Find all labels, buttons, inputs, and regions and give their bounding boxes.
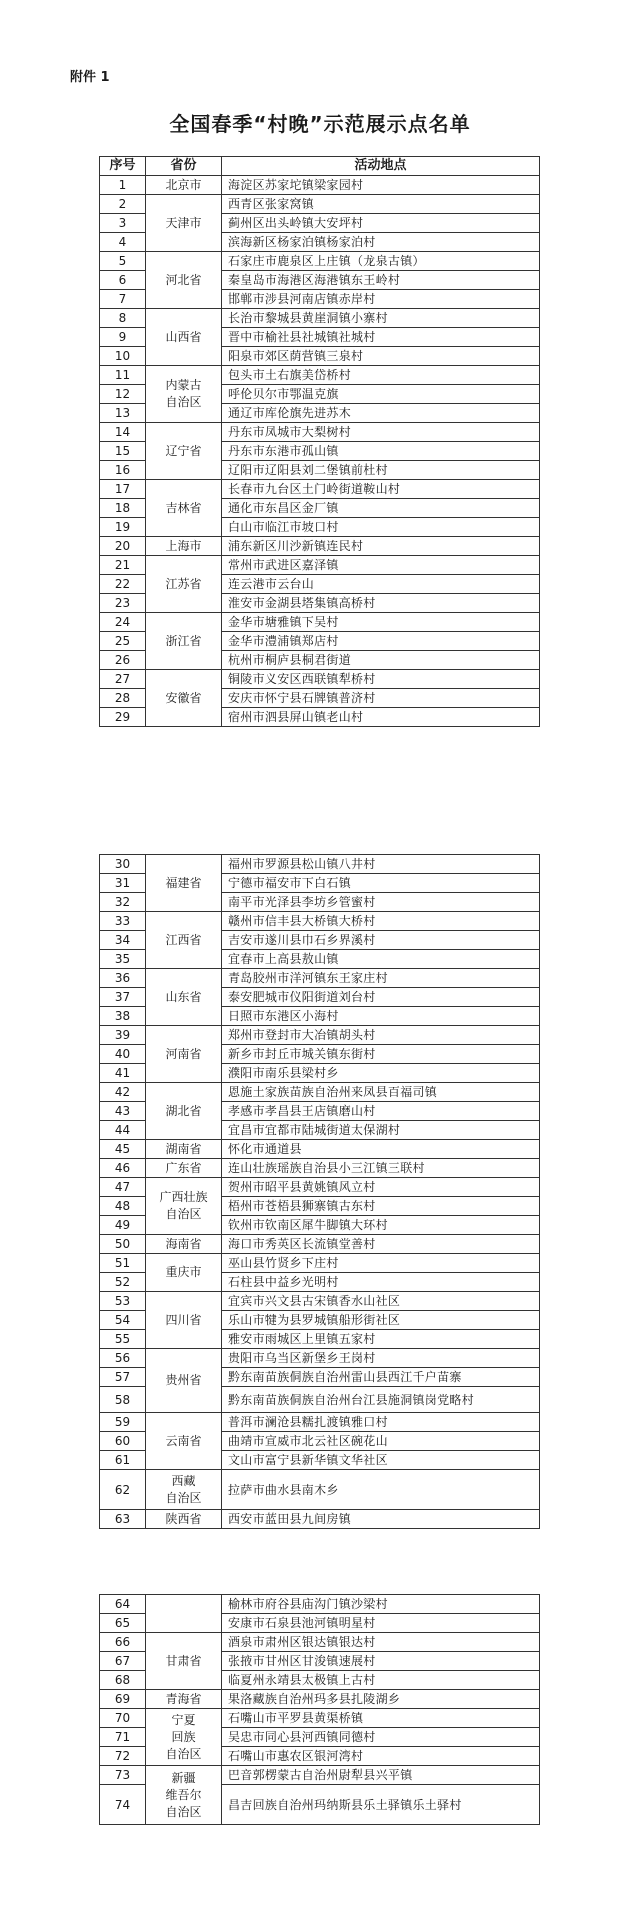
province-cell: 江苏省 — [146, 556, 222, 613]
row-index: 36 — [100, 969, 146, 988]
location-cell: 连山壮族瑶族自治县小三江镇三联村 — [222, 1159, 540, 1178]
row-index: 37 — [100, 988, 146, 1007]
row-index: 69 — [100, 1690, 146, 1709]
table-row — [100, 480, 540, 499]
location-cell: 贵阳市乌当区新堡乡王岗村 — [222, 1349, 540, 1368]
row-index: 26 — [100, 651, 146, 670]
table-row — [100, 613, 540, 632]
location-cell: 钦州市钦南区犀牛脚镇大环村 — [222, 1216, 540, 1235]
province-line: 维吾尔 — [165, 1787, 202, 1802]
row-index: 5 — [100, 252, 146, 271]
row-index: 73 — [100, 1766, 146, 1785]
row-index: 1 — [100, 176, 146, 195]
row-index: 27 — [100, 670, 146, 689]
table-row — [100, 1254, 540, 1273]
row-index: 33 — [100, 912, 146, 931]
table-row — [100, 1178, 540, 1197]
row-index: 54 — [100, 1311, 146, 1330]
location-cell: 西安市蓝田县九间房镇 — [222, 1510, 540, 1529]
row-index: 41 — [100, 1064, 146, 1083]
row-index: 30 — [100, 855, 146, 874]
table-row — [100, 423, 540, 442]
province-cell: 北京市 — [146, 176, 222, 195]
location-cell: 张掖市甘州区甘浚镇速展村 — [222, 1652, 540, 1671]
location-cell: 吴忠市同心县河西镇同德村 — [222, 1728, 540, 1747]
province-line: 自治区 — [165, 1490, 202, 1505]
location-cell: 吉安市遂川县巾石乡界溪村 — [222, 931, 540, 950]
location-cell: 曲靖市宣威市北云社区碗花山 — [222, 1432, 540, 1451]
row-index: 24 — [100, 613, 146, 632]
row-index: 49 — [100, 1216, 146, 1235]
location-cell: 恩施土家族苗族自治州来凤县百福司镇 — [222, 1083, 540, 1102]
location-cell: 濮阳市南乐县梁村乡 — [222, 1064, 540, 1083]
province-cell: 河北省 — [146, 252, 222, 309]
location-cell: 黔东南苗族侗族自治州雷山县西江千户苗寨 — [222, 1368, 540, 1387]
location-cell: 杭州市桐庐县桐君街道 — [222, 651, 540, 670]
location-table-part-1 — [99, 156, 540, 727]
row-index: 71 — [100, 1728, 146, 1747]
province-cell: 湖南省 — [146, 1140, 222, 1159]
row-index: 6 — [100, 271, 146, 290]
province-cell: 江西省 — [146, 912, 222, 969]
row-index: 62 — [100, 1470, 146, 1510]
row-index: 70 — [100, 1709, 146, 1728]
province-cell: 海南省 — [146, 1235, 222, 1254]
row-index: 31 — [100, 874, 146, 893]
location-cell: 南平市光泽县李坊乡管蜜村 — [222, 893, 540, 912]
row-index: 47 — [100, 1178, 146, 1197]
location-cell: 泰安肥城市仪阳街道刘台村 — [222, 988, 540, 1007]
table-row — [100, 1766, 540, 1785]
row-index: 63 — [100, 1510, 146, 1529]
province-line: 广西壮族 — [159, 1190, 208, 1204]
location-cell: 石嘴山市惠农区银河湾村 — [222, 1747, 540, 1766]
row-index: 48 — [100, 1197, 146, 1216]
location-cell: 淮安市金湖县塔集镇高桥村 — [222, 594, 540, 613]
row-index: 34 — [100, 931, 146, 950]
row-index: 66 — [100, 1633, 146, 1652]
location-table-part-3 — [99, 1594, 540, 1825]
province-line: 宁夏 — [171, 1712, 196, 1727]
location-cell: 昌吉回族自治州玛纳斯县乐土驿镇乐土驿村 — [222, 1785, 540, 1825]
location-cell: 海口市秀英区长流镇堂善村 — [222, 1235, 540, 1254]
location-cell: 铜陵市义安区西联镇犁桥村 — [222, 670, 540, 689]
table-row — [100, 176, 540, 195]
row-index: 57 — [100, 1368, 146, 1387]
location-cell: 呼伦贝尔市鄂温克旗 — [222, 385, 540, 404]
row-index: 32 — [100, 893, 146, 912]
row-index: 14 — [100, 423, 146, 442]
location-cell: 金华市塘雅镇下吴村 — [222, 613, 540, 632]
table-row — [100, 1709, 540, 1728]
location-cell: 丹东市东港市孤山镇 — [222, 442, 540, 461]
location-cell: 长治市黎城县黄崖洞镇小寨村 — [222, 309, 540, 328]
location-cell: 普洱市澜沧县糯扎渡镇雅口村 — [222, 1413, 540, 1432]
row-index: 42 — [100, 1083, 146, 1102]
row-index: 9 — [100, 328, 146, 347]
header-index: 序号 — [100, 157, 146, 176]
province-cell: 上海市 — [146, 537, 222, 556]
location-cell: 文山市富宁县新华镇文华社区 — [222, 1451, 540, 1470]
row-index: 50 — [100, 1235, 146, 1254]
row-index: 52 — [100, 1273, 146, 1292]
row-index: 74 — [100, 1785, 146, 1825]
table-row — [100, 1349, 540, 1368]
province-cell: 山东省 — [146, 969, 222, 1026]
row-index: 64 — [100, 1595, 146, 1614]
location-cell: 贺州市昭平县黄姚镇风立村 — [222, 1178, 540, 1197]
location-cell: 邯郸市涉县河南店镇赤岸村 — [222, 290, 540, 309]
table-row — [100, 1633, 540, 1652]
row-index: 11 — [100, 366, 146, 385]
province-cell: 甘肃省 — [146, 1633, 222, 1690]
location-cell: 青岛胶州市洋河镇东王家庄村 — [222, 969, 540, 988]
province-line: 自治区 — [165, 1746, 202, 1761]
row-index: 61 — [100, 1451, 146, 1470]
row-index: 22 — [100, 575, 146, 594]
table-row — [100, 1470, 540, 1510]
row-index: 55 — [100, 1330, 146, 1349]
province-line: 回族 — [171, 1729, 196, 1744]
location-cell: 连云港市云台山 — [222, 575, 540, 594]
header-province: 省份 — [146, 157, 222, 176]
location-cell: 新乡市封丘市城关镇东街村 — [222, 1045, 540, 1064]
location-cell: 通化市东昌区金厂镇 — [222, 499, 540, 518]
location-cell: 丹东市凤城市大梨树村 — [222, 423, 540, 442]
row-index: 28 — [100, 689, 146, 708]
location-cell: 石柱县中益乡光明村 — [222, 1273, 540, 1292]
province-cell: 重庆市 — [146, 1254, 222, 1292]
location-cell: 宜昌市宜都市陆城街道太保湖村 — [222, 1121, 540, 1140]
row-index: 7 — [100, 290, 146, 309]
location-cell: 通辽市库伦旗先进苏木 — [222, 404, 540, 423]
location-cell: 孝感市孝昌县王店镇磨山村 — [222, 1102, 540, 1121]
table-row — [100, 1083, 540, 1102]
province-line: 西藏 — [171, 1473, 196, 1488]
province-line: 内蒙古 — [165, 378, 202, 392]
province-cell: 浙江省 — [146, 613, 222, 670]
row-index: 56 — [100, 1349, 146, 1368]
province-cell: 天津市 — [146, 195, 222, 252]
location-cell: 果洛藏族自治州玛多县扎陵湖乡 — [222, 1690, 540, 1709]
province-cell: 山西省 — [146, 309, 222, 366]
row-index: 18 — [100, 499, 146, 518]
location-table-part-2 — [99, 854, 540, 1529]
row-index: 58 — [100, 1387, 146, 1413]
location-cell: 浦东新区川沙新镇连民村 — [222, 537, 540, 556]
location-cell: 宿州市泗县屏山镇老山村 — [222, 708, 540, 727]
row-index: 10 — [100, 347, 146, 366]
table-row — [100, 969, 540, 988]
location-cell: 乐山市犍为县罗城镇船形街社区 — [222, 1311, 540, 1330]
location-cell: 郑州市登封市大冶镇胡头村 — [222, 1026, 540, 1045]
table-row — [100, 556, 540, 575]
province-cell — [146, 1470, 222, 1510]
location-cell: 雅安市雨城区上里镇五家村 — [222, 1330, 540, 1349]
province-cell: 安徽省 — [146, 670, 222, 727]
table-row — [100, 912, 540, 931]
location-cell: 拉萨市曲水县南木乡 — [222, 1470, 540, 1510]
row-index: 21 — [100, 556, 146, 575]
row-index: 60 — [100, 1432, 146, 1451]
province-cell: 云南省 — [146, 1413, 222, 1470]
location-cell: 白山市临江市坡口村 — [222, 518, 540, 537]
row-index: 67 — [100, 1652, 146, 1671]
province-cell — [146, 366, 222, 423]
province-cell: 河南省 — [146, 1026, 222, 1083]
location-cell: 临夏州永靖县太极镇上古村 — [222, 1671, 540, 1690]
row-index: 53 — [100, 1292, 146, 1311]
province-cell: 辽宁省 — [146, 423, 222, 480]
location-cell: 金华市澧浦镇郑店村 — [222, 632, 540, 651]
location-cell: 海淀区苏家坨镇梁家园村 — [222, 176, 540, 195]
table-row — [100, 1413, 540, 1432]
location-cell: 宜宾市兴文县古宋镇香水山社区 — [222, 1292, 540, 1311]
location-cell: 蓟州区出头岭镇大安坪村 — [222, 214, 540, 233]
province-cell: 贵州省 — [146, 1349, 222, 1413]
table-row — [100, 195, 540, 214]
location-cell: 秦皇岛市海港区海港镇东王岭村 — [222, 271, 540, 290]
row-index: 35 — [100, 950, 146, 969]
location-cell: 巴音郭楞蒙古自治州尉犁县兴平镇 — [222, 1766, 540, 1785]
attachment-label: 附件 1 — [70, 70, 110, 85]
table-row — [100, 366, 540, 385]
location-cell: 阳泉市郊区荫营镇三泉村 — [222, 347, 540, 366]
province-line: 自治区 — [165, 1804, 202, 1819]
location-cell: 黔东南苗族侗族自治州台江县施洞镇岗党略村 — [222, 1387, 540, 1413]
location-cell: 宁德市福安市下白石镇 — [222, 874, 540, 893]
row-index: 20 — [100, 537, 146, 556]
row-index: 72 — [100, 1747, 146, 1766]
row-index: 16 — [100, 461, 146, 480]
row-index: 46 — [100, 1159, 146, 1178]
province-cell: 湖北省 — [146, 1083, 222, 1140]
table-row — [100, 1140, 540, 1159]
row-index: 15 — [100, 442, 146, 461]
location-cell: 包头市土右旗美岱桥村 — [222, 366, 540, 385]
province-cell — [146, 1766, 222, 1825]
row-index: 23 — [100, 594, 146, 613]
location-cell: 石嘴山市平罗县黄渠桥镇 — [222, 1709, 540, 1728]
location-cell: 石家庄市鹿泉区上庄镇（龙泉古镇） — [222, 252, 540, 271]
province-cell: 吉林省 — [146, 480, 222, 537]
table-row — [100, 1510, 540, 1529]
row-index: 4 — [100, 233, 146, 252]
location-cell: 日照市东港区小海村 — [222, 1007, 540, 1026]
row-index: 51 — [100, 1254, 146, 1273]
table-row — [100, 1292, 540, 1311]
location-cell: 怀化市通道县 — [222, 1140, 540, 1159]
province-cell: 青海省 — [146, 1690, 222, 1709]
location-cell: 安庆市怀宁县石牌镇普济村 — [222, 689, 540, 708]
table-row — [100, 309, 540, 328]
row-index: 68 — [100, 1671, 146, 1690]
table-row — [100, 537, 540, 556]
row-index: 19 — [100, 518, 146, 537]
table-row — [100, 1690, 540, 1709]
row-index: 59 — [100, 1413, 146, 1432]
row-index: 3 — [100, 214, 146, 233]
table-row — [100, 855, 540, 874]
location-cell: 西青区张家窝镇 — [222, 195, 540, 214]
location-cell: 巫山县竹贤乡下庄村 — [222, 1254, 540, 1273]
table-row — [100, 670, 540, 689]
province-line: 自治区 — [165, 1207, 202, 1221]
row-index: 13 — [100, 404, 146, 423]
table-row — [100, 1026, 540, 1045]
province-line: 新疆 — [171, 1770, 196, 1785]
location-cell: 梧州市苍梧县狮寨镇古东村 — [222, 1197, 540, 1216]
row-index: 17 — [100, 480, 146, 499]
table-row — [100, 1595, 540, 1614]
header-row — [100, 157, 540, 176]
location-cell: 酒泉市肃州区银达镇银达村 — [222, 1633, 540, 1652]
row-index: 29 — [100, 708, 146, 727]
row-index: 39 — [100, 1026, 146, 1045]
province-cell — [146, 1178, 222, 1235]
province-line: 自治区 — [165, 395, 202, 409]
page-title: 全国春季“村晚”示范展示点名单 — [169, 112, 471, 136]
row-index: 25 — [100, 632, 146, 651]
province-cell — [146, 1709, 222, 1766]
location-cell: 辽阳市辽阳县刘二堡镇前杜村 — [222, 461, 540, 480]
province-cell: 广东省 — [146, 1159, 222, 1178]
location-cell: 赣州市信丰县大桥镇大桥村 — [222, 912, 540, 931]
table-row — [100, 252, 540, 271]
table-row — [100, 1159, 540, 1178]
row-index: 45 — [100, 1140, 146, 1159]
province-cell: 福建省 — [146, 855, 222, 912]
location-cell: 福州市罗源县松山镇八井村 — [222, 855, 540, 874]
row-index: 40 — [100, 1045, 146, 1064]
location-cell: 榆林市府谷县庙沟门镇沙梁村 — [222, 1595, 540, 1614]
province-cell — [146, 1595, 222, 1633]
location-cell: 常州市武进区嘉泽镇 — [222, 556, 540, 575]
row-index: 44 — [100, 1121, 146, 1140]
header-location: 活动地点 — [222, 157, 540, 176]
location-cell: 晋中市榆社县社城镇社城村 — [222, 328, 540, 347]
location-cell: 宜春市上高县敖山镇 — [222, 950, 540, 969]
province-cell: 四川省 — [146, 1292, 222, 1349]
province-cell: 陕西省 — [146, 1510, 222, 1529]
row-index: 43 — [100, 1102, 146, 1121]
location-cell: 安康市石泉县池河镇明星村 — [222, 1614, 540, 1633]
location-cell: 滨海新区杨家泊镇杨家泊村 — [222, 233, 540, 252]
row-index: 8 — [100, 309, 146, 328]
table-row — [100, 1235, 540, 1254]
location-cell: 长春市九台区土门岭街道鞍山村 — [222, 480, 540, 499]
row-index: 65 — [100, 1614, 146, 1633]
row-index: 2 — [100, 195, 146, 214]
row-index: 38 — [100, 1007, 146, 1026]
row-index: 12 — [100, 385, 146, 404]
